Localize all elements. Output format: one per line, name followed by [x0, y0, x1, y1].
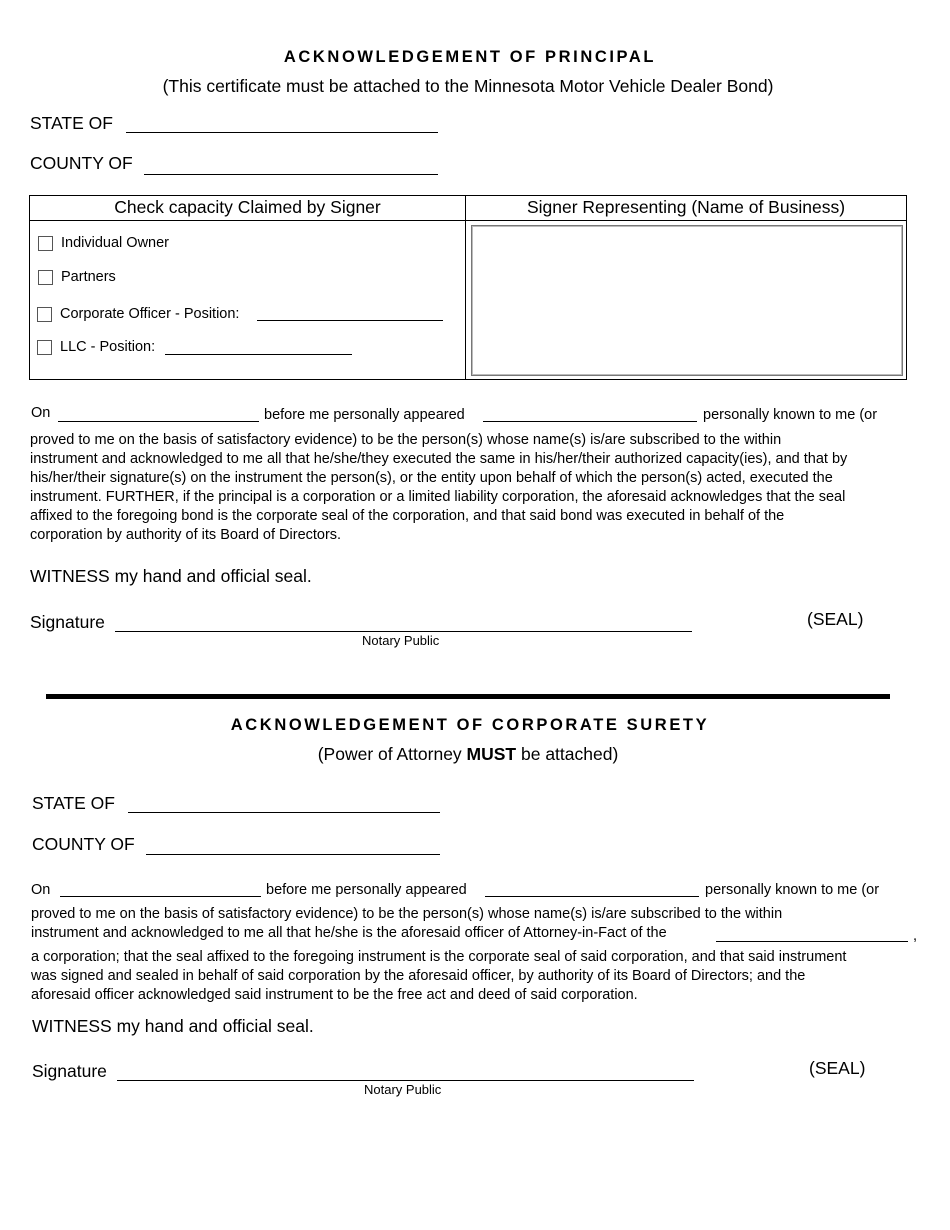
paragraph-line: instrument. FURTHER, if the principal is a corporation or a limited liability corporation, the aforesaid acknowledges that the seal	[30, 489, 846, 505]
option-individual-owner[interactable]	[38, 235, 169, 251]
principal-before-me: before me personally appeared	[264, 407, 465, 423]
principal-paragraph	[30, 431, 847, 545]
principal-signature-field[interactable]	[115, 631, 692, 632]
paragraph-line: instrument and acknowledged to me all that he/she/they executed the same in his/her/their authorized capacity(ies), and that by	[30, 451, 848, 467]
principal-witness: WITNESS my hand and official seal.	[30, 566, 312, 586]
checkbox-individual-owner[interactable]	[38, 236, 53, 251]
principal-notary-label: Notary Public	[362, 633, 440, 648]
surety-paragraph	[31, 948, 846, 1005]
surety-subtitle	[0, 744, 936, 765]
principal-seal: (SEAL)	[807, 609, 864, 629]
principal-county-field[interactable]	[144, 174, 438, 175]
paragraph-line: aforesaid officer acknowledged said instrument to be the free act and deed of said corporation.	[31, 987, 638, 1003]
paragraph-line: proved to me on the basis of satisfactory evidence) to be the person(s) whose name(s) is/are subscribed to the within	[30, 432, 782, 448]
option-label: Individual Owner	[61, 235, 169, 251]
surety-line2: instrument and acknowledged to me all that he/she is the aforesaid officer of Attorney-in-Fact of the	[31, 925, 667, 941]
business-name-field[interactable]	[471, 225, 903, 376]
business-header: Signer Representing (Name of Business)	[466, 196, 907, 221]
option-corporate-officer[interactable]	[37, 306, 239, 322]
surety-comma: ,	[913, 928, 918, 944]
principal-known: personally known to me (or	[703, 407, 878, 423]
checkbox-llc[interactable]	[37, 340, 52, 355]
subtitle-post: be attached)	[516, 744, 619, 764]
option-label: Partners	[61, 269, 116, 285]
surety-seal: (SEAL)	[809, 1058, 866, 1078]
surety-witness: WITNESS my hand and official seal.	[32, 1016, 314, 1036]
option-partners[interactable]	[38, 269, 116, 285]
principal-title: ACKNOWLEDGEMENT OF PRINCIPAL	[283, 48, 657, 66]
surety-company-field[interactable]	[716, 941, 908, 942]
principal-state-label: STATE OF	[30, 113, 113, 133]
paragraph-line: a corporation; that the seal affixed to the foregoing instrument is the corporate seal of said corporation, and that said instrument	[31, 949, 847, 965]
principal-on-label: On	[31, 405, 51, 421]
subtitle-bold: MUST	[466, 744, 517, 764]
corporate-position-field[interactable]	[257, 320, 443, 321]
llc-position-field[interactable]	[165, 354, 352, 355]
principal-state-field[interactable]	[126, 132, 438, 133]
capacity-header: Check capacity Claimed by Signer	[30, 196, 466, 221]
surety-state-field[interactable]	[128, 812, 440, 813]
surety-known: personally known to me (or	[705, 882, 880, 898]
principal-county-label: COUNTY OF	[30, 153, 133, 173]
principal-date-field[interactable]	[58, 421, 259, 422]
surety-on-label: On	[31, 882, 51, 898]
surety-before-me: before me personally appeared	[266, 882, 467, 898]
principal-appeared-field[interactable]	[483, 421, 697, 422]
subtitle-pre: (Power of Attorney	[317, 744, 467, 764]
checkbox-corporate-officer[interactable]	[37, 307, 52, 322]
checkbox-partners[interactable]	[38, 270, 53, 285]
surety-line1: proved to me on the basis of satisfactory evidence) to be the person(s) whose name(s) is/are subscribed to the within	[31, 906, 783, 922]
principal-subtitle: (This certificate must be attached to the Minnesota Motor Vehicle Dealer Bond)	[162, 76, 774, 96]
surety-appeared-field[interactable]	[485, 896, 699, 897]
principal-signature-label: Signature	[30, 612, 105, 632]
paragraph-line: was signed and sealed in behalf of said corporation by the aforesaid officer, by authority of its Board of Directors; and the	[31, 968, 806, 984]
paragraph-line: affixed to the foregoing bond is the corporate seal of the corporation, and that said bond was executed in behalf of the	[30, 508, 785, 524]
paragraph-line: corporation by authority of its Board of Directors.	[30, 527, 342, 543]
option-llc[interactable]	[37, 339, 155, 355]
surety-notary-label: Notary Public	[364, 1082, 442, 1097]
option-label: Corporate Officer - Position:	[60, 306, 240, 322]
surety-title: ACKNOWLEDGEMENT OF CORPORATE SURETY	[230, 716, 710, 734]
paragraph-line: his/her/their signature(s) on the instrument the person(s), or the entity upon behalf of which the person(s) acted, executed the	[30, 470, 833, 486]
surety-date-field[interactable]	[60, 896, 261, 897]
section-divider	[46, 694, 890, 699]
surety-signature-field[interactable]	[117, 1080, 694, 1081]
surety-state-label: STATE OF	[32, 793, 115, 813]
surety-county-label: COUNTY OF	[32, 834, 135, 854]
option-label: LLC - Position:	[60, 339, 156, 355]
surety-county-field[interactable]	[146, 854, 440, 855]
surety-signature-label: Signature	[32, 1061, 107, 1081]
